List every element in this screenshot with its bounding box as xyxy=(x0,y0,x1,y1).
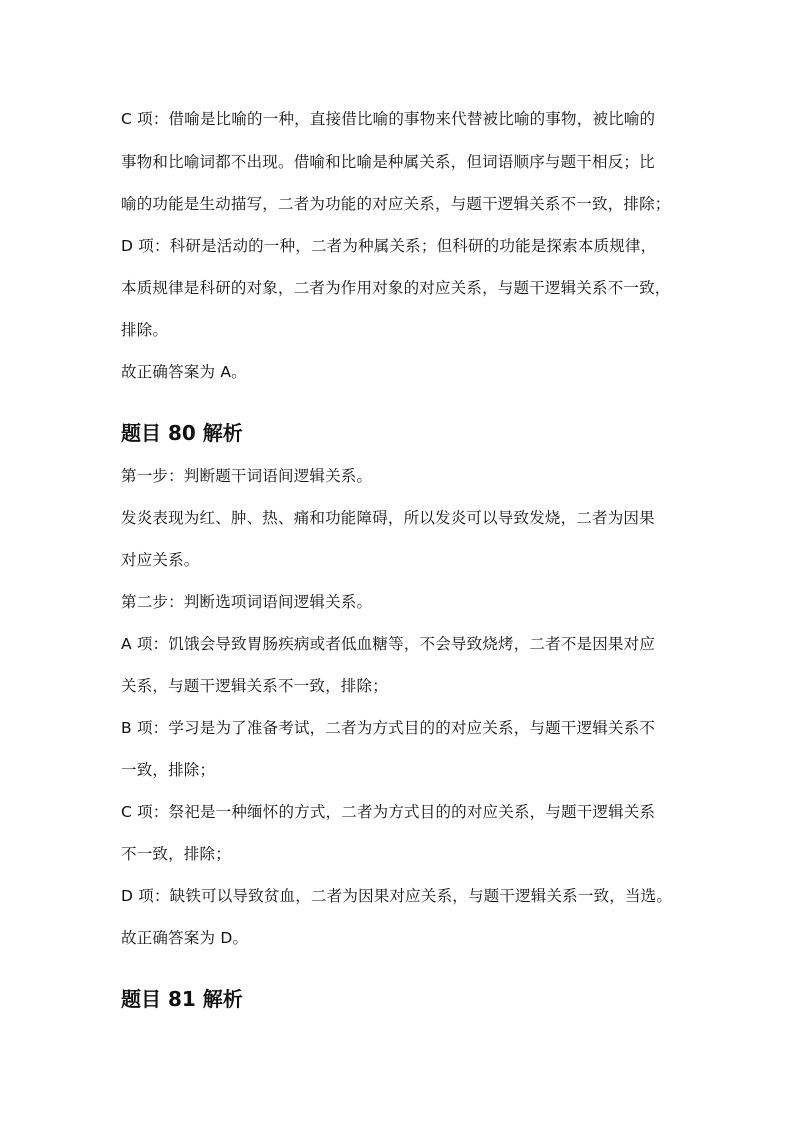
section-heading: 题目 80 解析 xyxy=(121,421,243,445)
text-line: D 项：缺铁可以导致贫血，二者为因果对应关系，与题干逻辑关系一致，当选。 xyxy=(121,887,673,905)
text-line: 一致，排除； xyxy=(121,761,216,779)
text-line: 关系，与题干逻辑关系不一致，排除； xyxy=(121,677,388,695)
text-line: 第二步：判断选项词语间逻辑关系。 xyxy=(121,593,373,611)
text-line: 事物和比喻词都不出现。借喻和比喻是种属关系，但词语顺序与题干相反；比 xyxy=(121,153,655,171)
text-line: C 项：祭祀是一种缅怀的方式，二者为方式目的的对应关系，与题干逻辑关系 xyxy=(121,803,656,821)
section-heading: 题目 81 解析 xyxy=(121,987,243,1011)
text-line: 故正确答案为 A。 xyxy=(121,363,247,381)
text-line: C 项：借喻是比喻的一种，直接借比喻的事物来代替被比喻的事物，被比喻的 xyxy=(121,110,656,128)
text-line: 排除。 xyxy=(121,321,169,339)
text-line: B 项：学习是为了准备考试，二者为方式目的的对应关系，与题干逻辑关系不 xyxy=(121,719,656,737)
text-line: D 项：科研是活动的一种，二者为种属关系；但科研的功能是探索本质规律， xyxy=(121,237,657,255)
text-line: 第一步：判断题干词语间逻辑关系。 xyxy=(121,467,373,485)
text-line: 不一致，排除； xyxy=(121,845,231,863)
text-line: A 项：饥饿会导致胃肠疾病或者低血糖等，不会导致烧烤，二者不是因果对应 xyxy=(121,635,656,653)
text-line: 本质规律是科研的对象，二者为作用对象的对应关系，与题干逻辑关系不一致， xyxy=(121,279,671,297)
text-line: 喻的功能是生动描写，二者为功能的对应关系，与题干逻辑关系不一致，排除； xyxy=(121,195,671,213)
text-line: 故正确答案为 D。 xyxy=(121,929,249,947)
text-line: 对应关系。 xyxy=(121,551,200,569)
text-line: 发炎表现为红、肿、热、痛和功能障碍，所以发炎可以导致发烧，二者为因果 xyxy=(121,509,655,527)
